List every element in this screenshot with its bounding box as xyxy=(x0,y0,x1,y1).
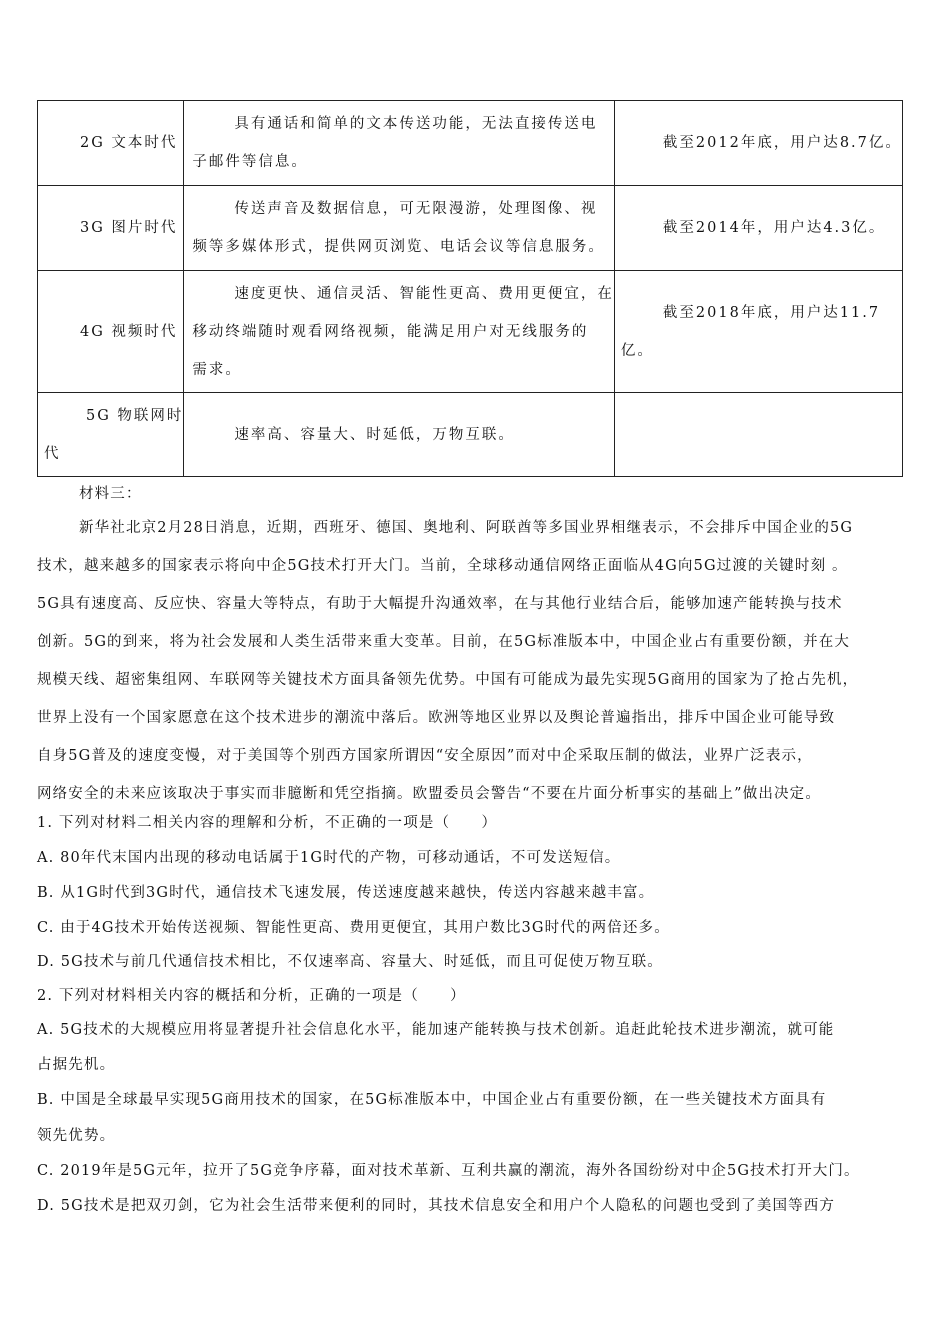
users-cell xyxy=(614,271,902,393)
features-cell xyxy=(184,393,615,477)
paragraph-line: 技术，越来越多的国家表示将向中企5G技术打开大门。当前，全球移动通信网络正面临从4G向5G过渡的关键时刻 。 xyxy=(37,558,848,574)
features-text: 频等多媒体形式，提供网页浏览、电话会议等信息服务。 xyxy=(192,239,605,255)
table-row xyxy=(38,271,903,393)
answer-option: A. 80年代末国内出现的移动电话属于1G时代的产物，可移动通话，不可发送短信。 xyxy=(37,850,621,866)
answer-option: A. 5G技术的大规模应用将显著提升社会信息化水平，能加速产能转换与技术创新。追赶此轮技术进步潮流，就可能 xyxy=(37,1022,835,1038)
users-cell xyxy=(614,186,902,271)
paragraph-line: 创新。5G的到来，将为社会发展和人类生活带来重大变革。目前，在5G标准版本中，中国企业占有重要份额，并在大 xyxy=(37,634,851,650)
paragraph-line: 自身5G普及的速度变慢，对于美国等个别西方国家所谓因“安全原因”而对中企采取压制的做法，业界广泛表示， xyxy=(37,748,813,764)
era-text: 2G 文本时代 xyxy=(80,135,178,151)
users-cell xyxy=(614,101,902,186)
features-text: 传送声音及数据信息，可无限漫游，处理图像、视 xyxy=(234,201,598,217)
users-cell xyxy=(614,393,902,477)
era-cell xyxy=(38,393,184,477)
question-stem: 2. 下列对材料相关内容的概括和分析，正确的一项是（ ） xyxy=(37,988,466,1004)
answer-option-cont: 领先优势。 xyxy=(37,1128,116,1144)
paragraph-line: 世界上没有一个国家愿意在这个技术进步的潮流中落后。欧洲等地区业界以及舆论普遍指出，排斥中国企业可能导致 xyxy=(37,710,836,726)
features-text: 速率高、容量大、时延低，万物互联。 xyxy=(234,426,515,443)
era-cell xyxy=(38,271,184,393)
users-text: 截至2012年底，用户达8.7亿。 xyxy=(662,135,902,151)
answer-option: C. 由于4G技术开始传送视频、智能性更高、费用更便宜，其用户数比3G时代的两倍还多。 xyxy=(37,920,670,936)
generations-table xyxy=(37,100,903,477)
era-text: 代 xyxy=(44,445,61,462)
era-cell xyxy=(38,101,184,186)
features-cell xyxy=(184,186,615,271)
features-text: 移动终端随时观看网络视频，能满足用户对无线服务的 xyxy=(192,323,589,340)
paragraph-line: 5G具有速度高、反应快、容量大等特点，有助于大幅提升沟通效率，在与其他行业结合后，能够加速产能转换与技术 xyxy=(37,596,843,612)
era-text: 5G 物联网时 xyxy=(86,407,184,424)
era-cell xyxy=(38,186,184,271)
paragraph-line: 网络安全的未来应该取决于事实而非臆断和凭空指摘。欧盟委员会警告“不要在片面分析事实的基础上”做出决定。 xyxy=(37,786,821,802)
table-row xyxy=(38,101,903,186)
features-text: 需求。 xyxy=(192,361,242,378)
era-text: 4G 视频时代 xyxy=(80,323,178,340)
features-text: 具有通话和简单的文本传送功能，无法直接传送电 xyxy=(234,116,598,132)
table-row xyxy=(38,186,903,271)
paragraph-line: 新华社北京2月28日消息，近期，西班牙、德国、奥地利、阿联酋等多国业界相继表示，不会排斥中国企业的5G xyxy=(79,520,854,536)
era-text: 3G 图片时代 xyxy=(80,220,178,236)
answer-option: D. 5G技术与前几代通信技术相比，不仅速率高、容量大、时延低，而且可促使万物互联。 xyxy=(37,954,663,970)
answer-option: B. 从1G时代到3G时代，通信技术飞速发展，传送速度越来越快，传送内容越来越丰富。 xyxy=(37,885,655,901)
question-stem: 1. 下列对材料二相关内容的理解和分析，不正确的一项是（ ） xyxy=(37,815,498,831)
features-cell xyxy=(184,271,615,393)
paragraph-line: 规模天线、超密集组网、车联网等关键技术方面具备领先优势。中国有可能成为最先实现5G商用的国家为了抢占先机， xyxy=(37,672,859,688)
users-text: 亿。 xyxy=(620,342,654,359)
features-text: 速度更快、通信灵活、智能性更高、费用更便宜，在 xyxy=(234,285,614,302)
users-text: 截至2014年，用户达4.3亿。 xyxy=(662,220,886,236)
answer-option: B. 中国是全球最早实现5G商用技术的国家，在5G标准版本中，中国企业占有重要份额，在一些关键技术方面具有 xyxy=(37,1092,827,1108)
section-heading: 材料三： xyxy=(79,486,142,502)
answer-option: C. 2019年是5G元年，拉开了5G竞争序幕，面对技术革新、互利共赢的潮流，海外各国纷纷对中企5G技术打开大门。 xyxy=(37,1163,860,1179)
features-text: 子邮件等信息。 xyxy=(192,154,308,170)
table-row xyxy=(38,393,903,477)
answer-option-cont: 占据先机。 xyxy=(37,1057,116,1073)
users-text: 截至2018年底，用户达11.7 xyxy=(662,304,881,321)
features-cell xyxy=(184,101,615,186)
answer-option: D. 5G技术是把双刃剑，它为社会生活带来便利的同时，其技术信息安全和用户个人隐私的问题也受到了美国等西方 xyxy=(37,1198,836,1214)
